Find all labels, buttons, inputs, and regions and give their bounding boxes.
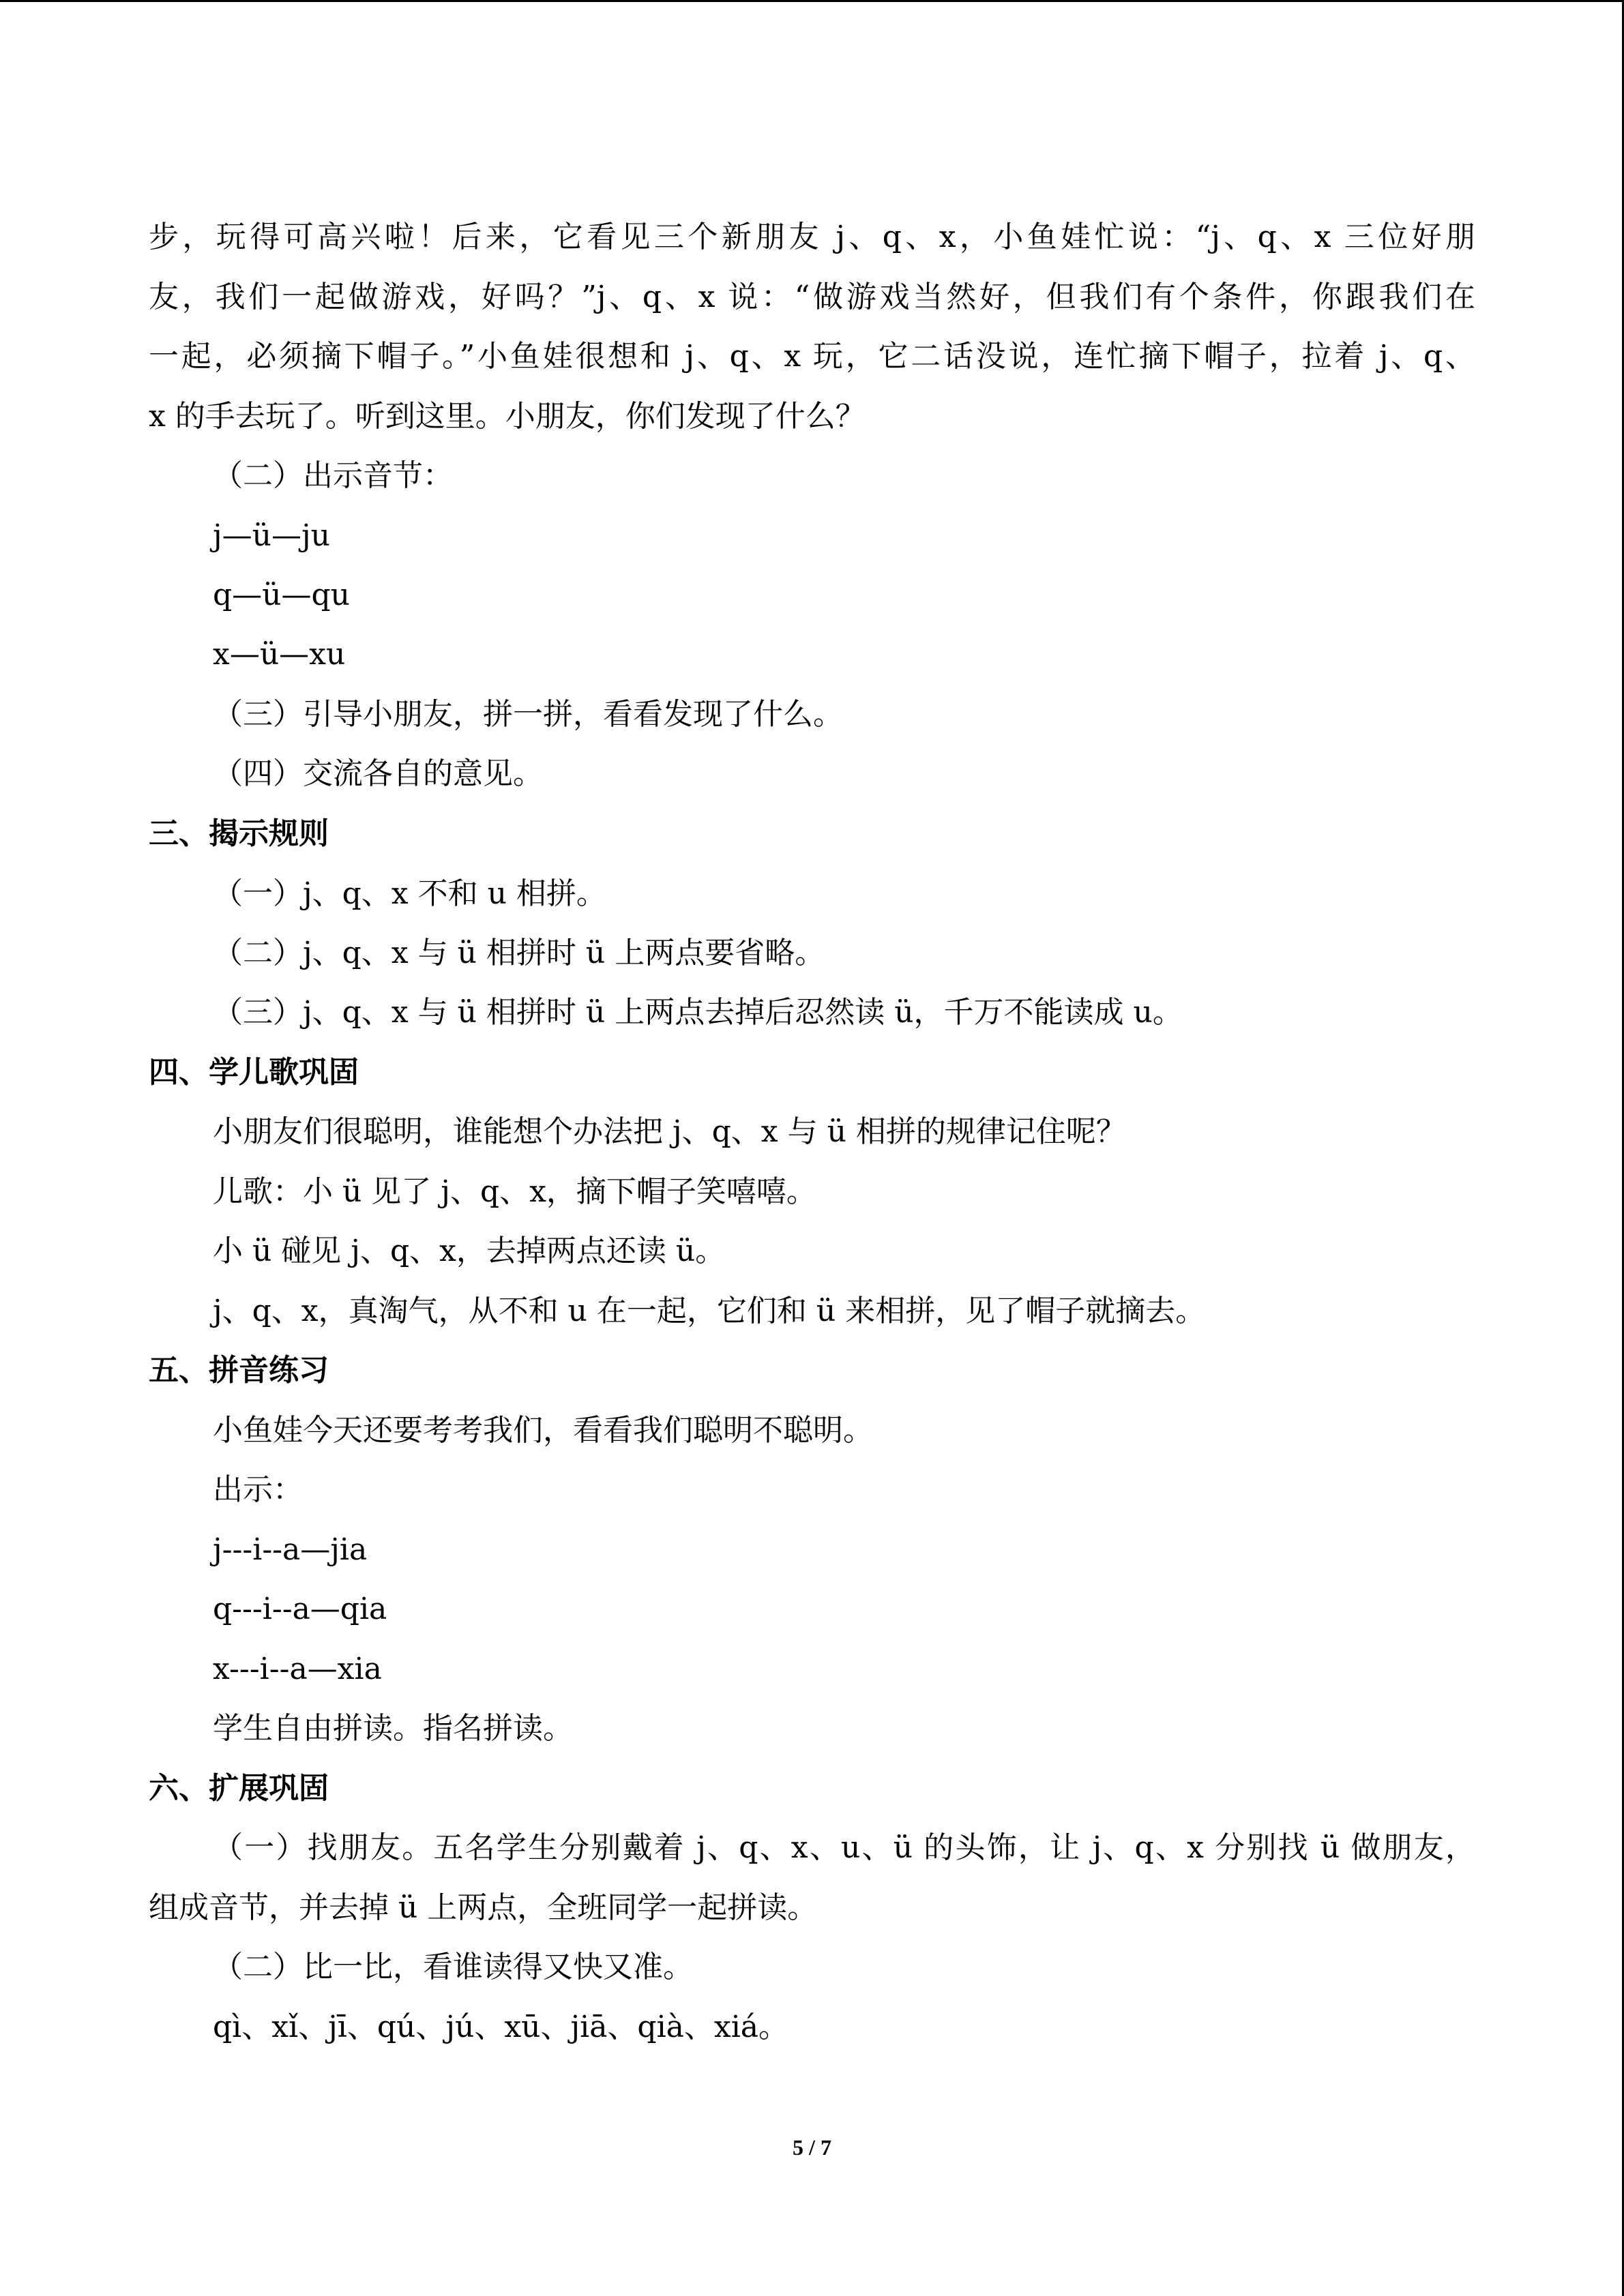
paragraph-line: 一起，必须摘下帽子。”小鱼娃很想和 j、q、x 玩，它二话没说，连忙摘下帽子，拉着 j、q、 xyxy=(149,339,1475,374)
paragraph-line: 步，玩得可高兴啦！后来，它看见三个新朋友 j、q、x，小鱼娃忙说：“j、q、x 三位好朋 xyxy=(149,220,1475,254)
syllable-line: j---i--a—jia xyxy=(213,1532,368,1567)
section-heading: 三、揭示规则 xyxy=(149,816,329,851)
body-line: 出示： xyxy=(213,1472,303,1507)
syllable-line: x---i--a—xia xyxy=(213,1652,382,1686)
body-line: j、q、x，真淘气，从不和 u 在一起，它们和 ü 来相拼，见了帽子就摘去。 xyxy=(213,1294,1206,1328)
subsection-line: （二）比一比，看谁读得又快又准。 xyxy=(213,1950,693,1984)
subsection-line: （三）j、q、x 与 ü 相拼时 ü 上两点去掉后忍然读 ü，千万不能读成 u。 xyxy=(213,995,1183,1030)
section-heading: 六、扩展巩固 xyxy=(149,1771,329,1806)
section-heading: 五、拼音练习 xyxy=(149,1353,329,1388)
body-line: 小朋友们很聪明，谁能想个办法把 j、q、x 与 ü 相拼的规律记住呢？ xyxy=(213,1114,1126,1149)
paragraph-line: x 的手去玩了。听到这里。小朋友，你们发现了什么？ xyxy=(149,399,866,434)
body-line: 小鱼娃今天还要考考我们，看看我们聪明不聪明。 xyxy=(213,1413,873,1448)
page-number: 5 / 7 xyxy=(793,2135,831,2160)
body-line: 学生自由拼读。指名拼读。 xyxy=(213,1711,573,1746)
section-heading: 四、学儿歌巩固 xyxy=(149,1055,359,1090)
syllable-line: x—ü—xu xyxy=(213,637,346,672)
subsection-line: （四）交流各自的意见。 xyxy=(213,756,543,791)
body-line: 组成音节，并去掉 ü 上两点，全班同学一起拼读。 xyxy=(149,1890,818,1925)
subsection-line: （二）出示音节： xyxy=(213,458,453,493)
syllable-line: q—ü—qu xyxy=(213,578,351,612)
paragraph-line: 友，我们一起做游戏，好吗？”j、q、x 说：“做游戏当然好，但我们有个条件，你跟我们在 xyxy=(149,280,1475,314)
syllable-line: q---i--a—qia xyxy=(213,1592,387,1626)
subsection-line: （一）j、q、x 不和 u 相拼。 xyxy=(213,876,606,911)
pinyin-line: qì、xǐ、jī、qú、jú、xū、jiā、qià、xiá。 xyxy=(213,2010,789,2044)
subsection-line: （二）j、q、x 与 ü 相拼时 ü 上两点要省略。 xyxy=(213,936,825,970)
syllable-line: j—ü—ju xyxy=(213,518,330,553)
body-line: 小 ü 碰见 j、q、x，去掉两点还读 ü。 xyxy=(213,1234,726,1268)
subsection-line: （一）找朋友。五名学生分别戴着 j、q、x、u、ü 的头饰，让 j、q、x 分别找 ü 做朋友， xyxy=(213,1830,1475,1865)
body-line: 儿歌：小 ü 见了 j、q、x，摘下帽子笑嘻嘻。 xyxy=(213,1174,816,1209)
subsection-line: （三）引导小朋友，拼一拼，看看发现了什么。 xyxy=(213,697,843,732)
